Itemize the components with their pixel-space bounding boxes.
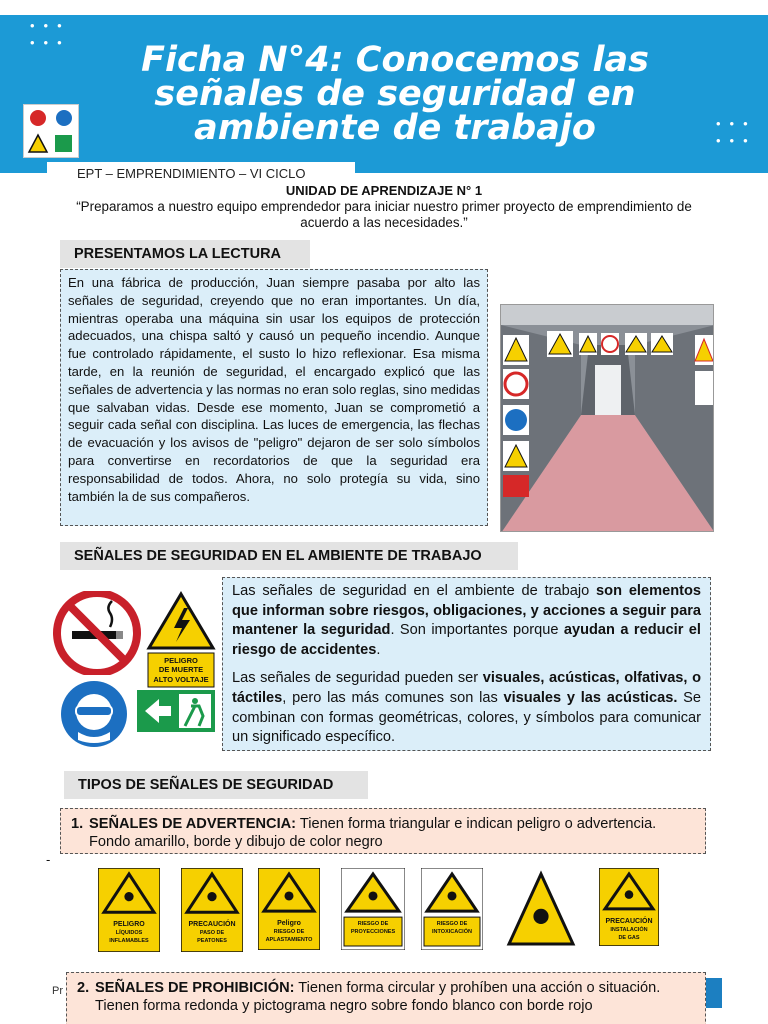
section-label-reading: PRESENTAMOS LA LECTURA (60, 240, 310, 268)
unit-title: UNIDAD DE APRENDIZAJE N° 1 (285, 183, 483, 198)
warning-sign-label: RIESGO DE (357, 921, 389, 928)
warning-sign-icon (98, 868, 160, 952)
definition-paragraph: Las señales de seguridad en el ambiente de trabajo son elementos que informan sobre riesgos, obligaciones, y acciones a seguir para mantener la seguridad. Son importantes porque ayudan a reducir el riesgo de accidentes. (232, 583, 701, 658)
footer-mark: Pr (52, 985, 63, 997)
high-voltage-label: PELIGRO (164, 656, 198, 665)
warning-sign-label: PRECAUCIÓN (188, 921, 236, 929)
high-voltage-sign-icon (146, 590, 216, 688)
unit-quote: “Preparamos a nuestro equipo emprendedor para iniciar nuestro primer proyecto de emprendimiento de acuerdo a las necesidades.” (76, 199, 692, 230)
warning-sign-label: INTOXICACIÓN (432, 929, 472, 936)
warning-sign-label: PASO DE (199, 930, 225, 937)
type-warning-box (60, 808, 706, 854)
warning-sign-label: PRECAUCIÓN (605, 917, 653, 925)
warning-sign-label: INFLAMABLES (109, 938, 149, 945)
warning-sign-label: APLASTAMIENTO (265, 937, 313, 944)
warning-sign-label: PEATONES (197, 938, 227, 945)
decorative-dots: ••• ••• (716, 116, 757, 148)
warning-sign-label: PROYECCIONES (350, 929, 396, 936)
warning-sign-label: RIESGO DE (436, 921, 468, 928)
school-logo (23, 104, 79, 158)
warning-sign-label: INSTALACIÓN (610, 926, 648, 933)
page-title: Ficha N°4: Conocemos las señales de seguridad en ambiente de trabajo (141, 40, 649, 148)
stray-mark: - (46, 852, 51, 867)
high-voltage-label: DE MUERTE (158, 665, 204, 674)
page-corner-tab (706, 978, 722, 1008)
high-voltage-label: ALTO VOLTAJE (153, 675, 209, 684)
reading-text: En una fábrica de producción, Juan siempre pasaba por alto las señales de seguridad, creyendo que no eran importantes. Un día, mientras operaba una máquina sin usar los equipos de protección adecuados, una chispa saltó y causó un pequeño incendio. Aunque fue controlado rápidamente, el susto lo hizo reflexionar. Esa misma tarde, en la reunión de seguridad, el encargado explicó que las señales de advertencia y las normas no eran solo reglas, sino medidas que salvaban vidas. Desde ese momento, Juan se comprometió a seguir cada señal con disciplina. Las luces de emergencia, las flechas de evacuación y los avisos de "peligro" dejaron de ser solo símbolos para convertirse en recordatorios de que la seguridad era responsabilidad de todos. Ahora, no solo protegía su vida, sino también la de sus compañeros. (60, 269, 488, 526)
warning-sign-icon (421, 868, 483, 950)
warning-sign-icon (599, 868, 659, 946)
header-banner (0, 15, 768, 181)
warning-sign-icon (503, 868, 579, 946)
subtitle: EPT – EMPRENDIMIENTO – VI CICLO (47, 162, 355, 185)
type-number: 1. (71, 816, 84, 832)
type-text: Tienen forma triangular e indican peligro o advertencia. Fondo amarillo, borde y dibujo de color negro (89, 816, 657, 850)
signals-definition (222, 577, 711, 751)
warning-sign-icon (181, 868, 243, 952)
warning-sign-label: RIESGO DE (273, 929, 305, 936)
type-title: SEÑALES DE PROHIBICIÓN: (95, 980, 295, 996)
mandatory-face-protection-sign-icon (58, 680, 130, 748)
decorative-dots: ••• ••• (30, 18, 71, 50)
section-label-types: TIPOS DE SEÑALES DE SEGURIDAD (64, 771, 368, 799)
type-prohibition-box (66, 972, 706, 1024)
warning-sign-label: PELIGRO (113, 921, 145, 929)
warning-sign-label: LÍQUIDOS (115, 930, 143, 937)
type-number: 2. (77, 980, 90, 996)
warning-sign-icon (341, 868, 405, 950)
corridor-image (500, 304, 714, 532)
type-title: SEÑALES DE ADVERTENCIA: (89, 816, 297, 832)
warning-sign-label: Peligro (277, 920, 301, 928)
no-smoking-sign-icon (52, 591, 142, 675)
warning-sign-label: DE GAS (618, 934, 640, 941)
section-label-signals: SEÑALES DE SEGURIDAD EN EL AMBIENTE DE TRABAJO (60, 542, 518, 570)
warning-sign-icon (258, 868, 320, 950)
definition-paragraph: Las señales de seguridad pueden ser visuales, acústicas, olfativas, o táctiles, pero las más comunes son las visuales y las acústicas. Se combinan con formas geométricas, colores, y símbolos para comunicar un significado específico. (232, 670, 702, 746)
type-text: Tienen forma circular y prohíben una acción o situación. Tienen forma redonda y pictograma negro sobre fondo blanco con borde rojo (95, 980, 661, 1014)
emergency-exit-sign-icon (137, 690, 215, 732)
